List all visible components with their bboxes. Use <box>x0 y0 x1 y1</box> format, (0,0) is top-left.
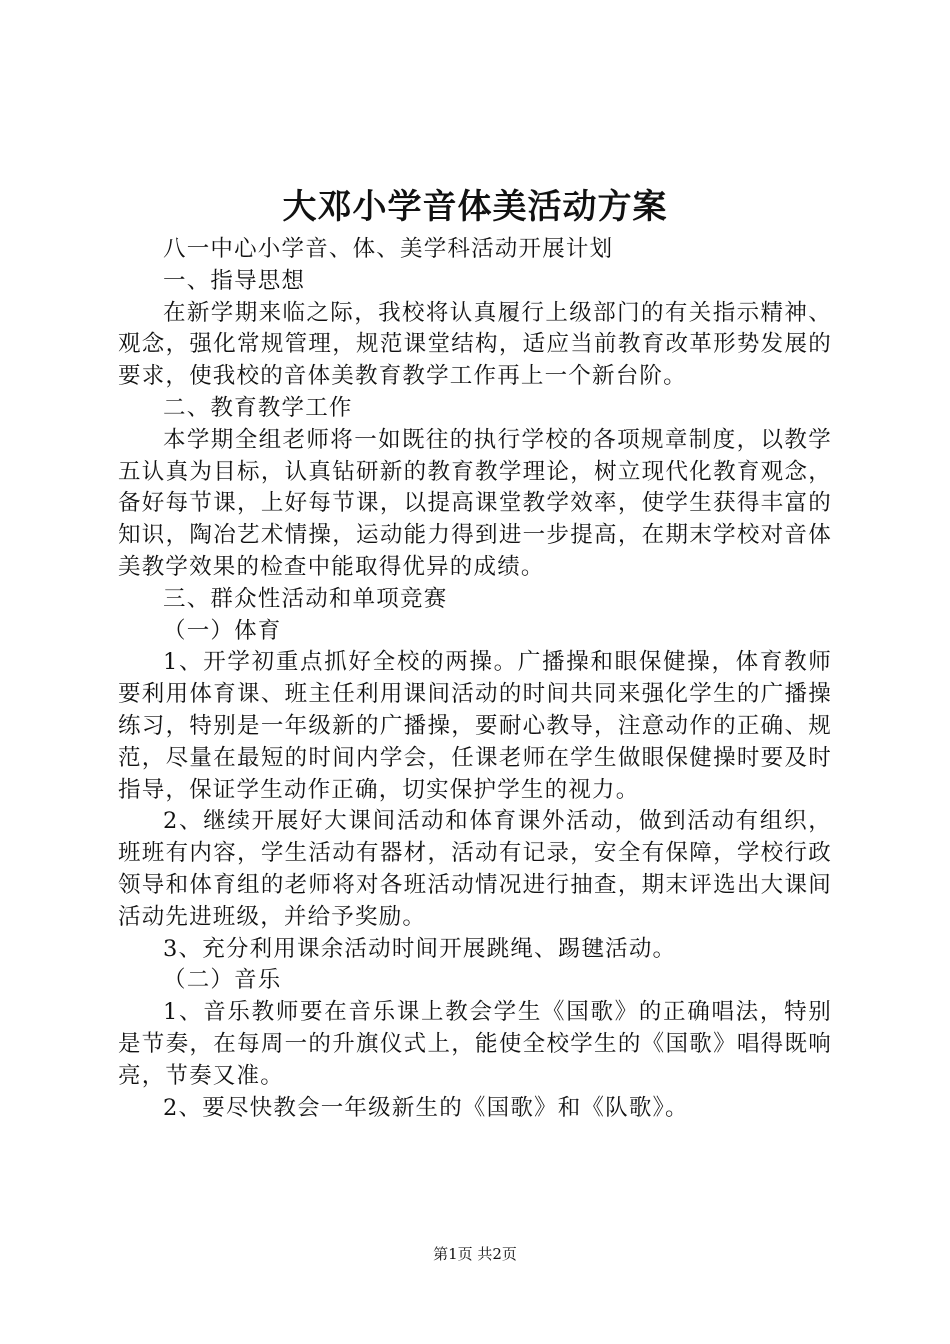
subsection-heading-sports: （一）体育 <box>163 617 282 644</box>
plan-subtitle: 八一中心小学音、体、美学科活动开展计划 <box>163 236 614 262</box>
paragraph-guiding-thought: 在新学期来临之际，我校将认真履行上级部门的有关指示精神、观念，强化常规管理，规范课堂结构，适应当前教育改革形势发展的要求，使我校的音体美教育教学工作再上一个新台阶。 <box>118 299 832 390</box>
page-footer: 第1页 共2页 <box>433 1245 517 1263</box>
paragraph-music-item-1: 1、音乐教师要在音乐课上教会学生《国歌》的正确唱法，特别是节奏，在每周一的升旗仪式上，能使全校学生的《国歌》唱得既响亮，节奏又准。 <box>118 999 832 1089</box>
subsection-heading-music: （二）音乐 <box>163 967 282 994</box>
section-heading-guiding-thought: 一、指导思想 <box>163 267 306 294</box>
document-body <box>118 234 832 1124</box>
document-title: 大邓小学音体美活动方案 <box>282 187 668 227</box>
section-heading-activities: 三、群众性活动和单项竞赛 <box>163 585 448 612</box>
paragraph-sports-item-1: 1、开学初重点抓好全校的两操。广播操和眼保健操，体育教师要利用体育课、班主任利用课间活动的时间共同来强化学生的广播操练习，特别是一年级新的广播操，要耐心教导，注意动作的正确、规范，尽量在最短的时间内学会，任课老师在学生做眼保健操时要及时指导，保证学生动作正确，切实保护学生的视力。 <box>118 649 832 803</box>
paragraph-sports-item-3: 3、充分利用课余活动时间开展跳绳、踢毽活动。 <box>163 935 677 962</box>
paragraph-sports-item-2: 2、继续开展好大课间活动和体育课外活动，做到活动有组织，班班有内容，学生活动有器材，活动有记录，安全有保障，学校行政领导和体育组的老师将对各班活动情况进行抽查，期末评选出大课间活动先进班级，并给予奖励。 <box>118 808 832 930</box>
section-heading-teaching-work: 二、教育教学工作 <box>163 394 353 421</box>
paragraph-teaching-work: 本学期全组老师将一如既往的执行学校的各项规章制度，以教学五认真为目标，认真钻研新的教育教学理论，树立现代化教育观念，备好每节课，上好每节课，以提高课堂教学效率，使学生获得丰富的知识，陶冶艺术情操，运动能力得到进一步提高，在期末学校对音体美教学效果的检查中能取得优异的成绩。 <box>118 426 832 580</box>
paragraph-music-item-2: 2、要尽快教会一年级新生的《国歌》和《队歌》。 <box>163 1094 689 1121</box>
